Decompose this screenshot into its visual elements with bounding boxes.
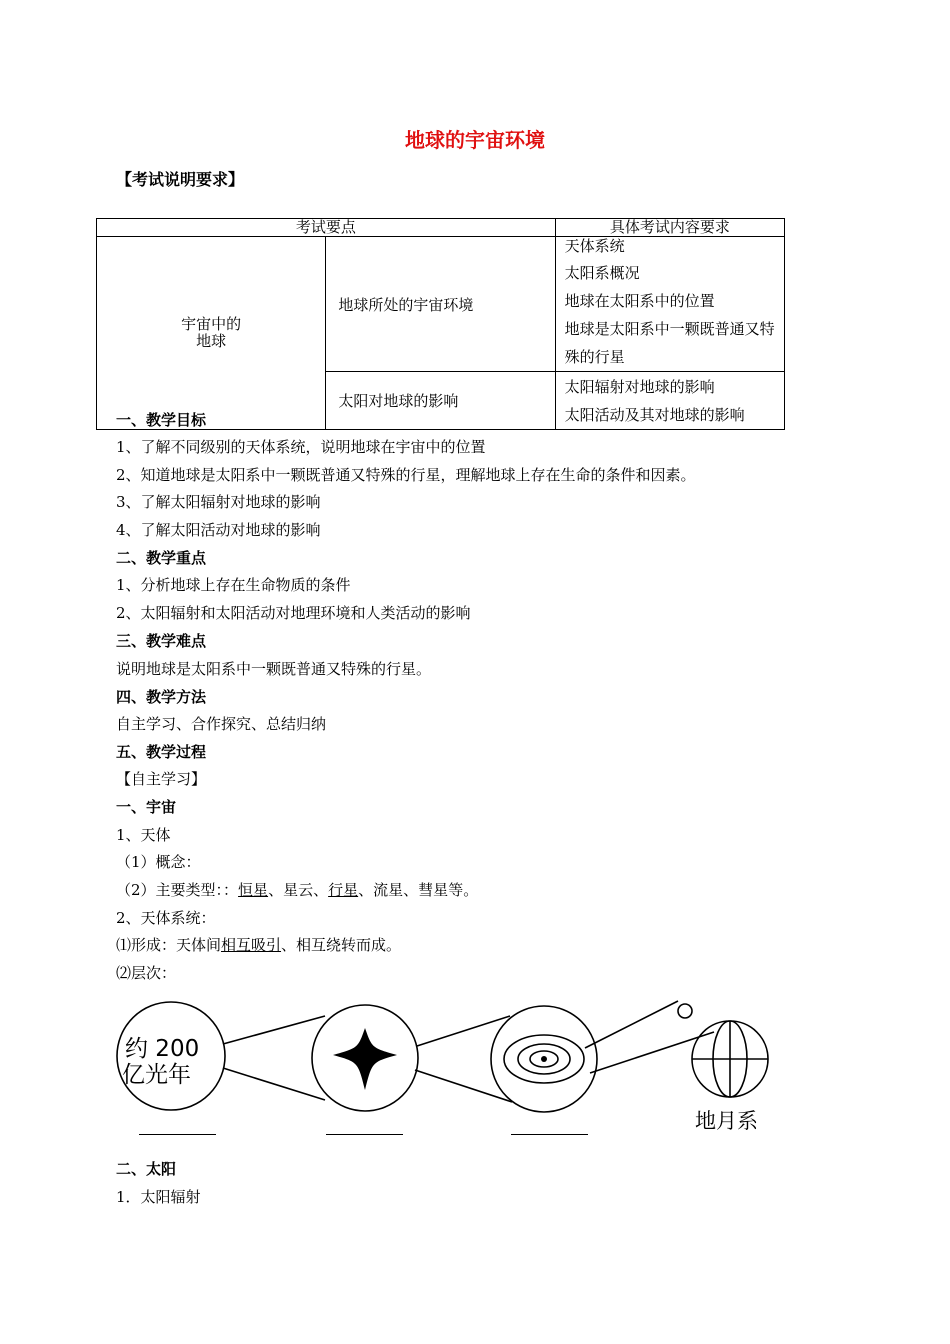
celestial-label: 1、天体 bbox=[116, 826, 171, 844]
formation-line: ⑴形成：天体间相互吸引、相互绕转而成。 bbox=[116, 936, 402, 954]
focus-item: 1、分析地球上存在生命物质的条件 bbox=[116, 576, 351, 594]
concept-label: （1）概念： bbox=[116, 853, 201, 871]
table-header-point: 考试要点 bbox=[97, 219, 556, 237]
goal-item: 3、了解太阳辐射对地球的影响 bbox=[116, 493, 321, 511]
self-study-label: 【自主学习】 bbox=[116, 770, 207, 788]
celestial-system-diagram bbox=[110, 990, 790, 1140]
table-header-content: 具体考试内容要求 bbox=[555, 219, 784, 237]
table-point: 地球所处的宇宙环境 bbox=[326, 237, 555, 372]
universe-label-line1: 约 200 bbox=[125, 1036, 200, 1062]
levels-label: ⑵层次： bbox=[116, 964, 177, 982]
goal-item: 2、知道地球是太阳系中一颗既普通又特殊的行星，理解地球上存在生命的条件和因素。 bbox=[116, 466, 696, 484]
process-heading: 五、教学过程 bbox=[116, 743, 207, 761]
universe-label-line2: 亿光年 bbox=[122, 1062, 191, 1088]
table-content: 天体系统 太阳系概况 地球在太阳系中的位置 地球是太阳系中一颗既普通又特殊的行星 bbox=[555, 237, 784, 372]
difficulty-text: 说明地球是太阳系中一颗既普通又特殊的行星。 bbox=[116, 660, 432, 678]
system-label: 2、天体系统： bbox=[116, 909, 216, 927]
earth-moon-label: 地月系 bbox=[695, 1109, 758, 1133]
exam-requirements-header: 【考试说明要求】 bbox=[116, 170, 245, 189]
answer-blank bbox=[511, 1134, 588, 1135]
difficulty-heading: 三、教学难点 bbox=[116, 632, 207, 650]
universe-heading: 一、宇宙 bbox=[116, 798, 177, 816]
method-heading: 四、教学方法 bbox=[116, 688, 207, 706]
focus-item: 2、太阳辐射和太阳活动对地理环境和人类活动的影响 bbox=[116, 604, 471, 622]
page-title: 地球的宇宙环境 bbox=[405, 128, 545, 152]
types-line: （2）主要类型：：恒星、星云、行星、流星、彗星等。 bbox=[116, 881, 479, 899]
focus-heading: 二、教学重点 bbox=[116, 549, 207, 567]
goals-heading: 一、教学目标 bbox=[116, 411, 207, 429]
answer-blank bbox=[326, 1134, 403, 1135]
radiation-label: 1．太阳辐射 bbox=[116, 1188, 201, 1206]
galaxy-icon bbox=[333, 1028, 397, 1090]
exam-requirements-table bbox=[96, 218, 785, 430]
table-content: 太阳辐射对地球的影响 太阳活动及其对地球的影响 bbox=[555, 372, 784, 430]
method-text: 自主学习、合作探究、总结归纳 bbox=[116, 715, 327, 733]
goal-item: 1、了解不同级别的天体系统，说明地球在宇宙中的位置 bbox=[116, 438, 486, 456]
table-category: 宇宙中的 地球 bbox=[97, 237, 326, 430]
goal-item: 4、了解太阳活动对地球的影响 bbox=[116, 521, 321, 539]
table-point: 太阳对地球的影响 bbox=[326, 372, 555, 430]
sun-heading: 二、太阳 bbox=[116, 1160, 177, 1178]
answer-blank bbox=[139, 1134, 216, 1135]
moon-circle bbox=[678, 1004, 692, 1018]
